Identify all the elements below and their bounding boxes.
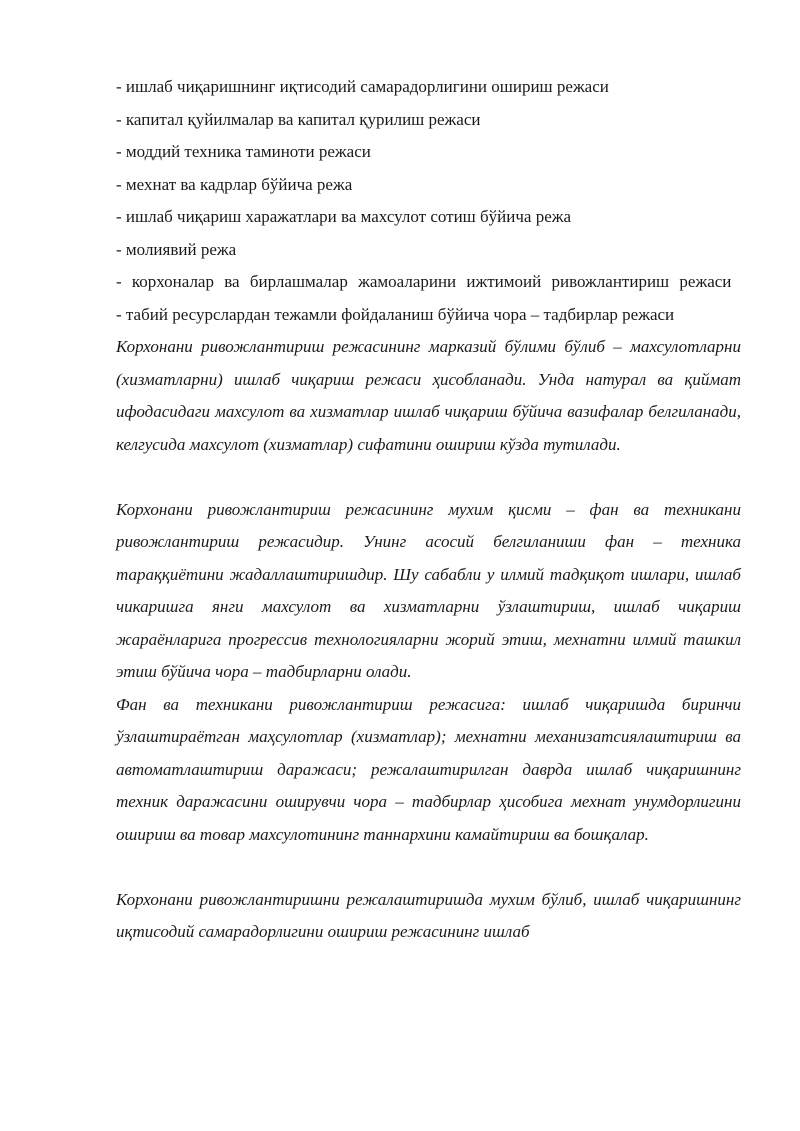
blank-line (116, 851, 741, 884)
list-item: - моддий техника таминоти режаси (116, 142, 371, 161)
list-item: - ишлаб чиқаришнинг иқтисодий самарадорлигини ошириш режаси (116, 77, 609, 96)
list-item: - ишлаб чиқариш харажатлари ва махсулот сотиш бўйича режа (116, 207, 572, 226)
paragraph: Корхонани ривожлантириш режасининг мухим қисми – фан ва техникани ривожлантириш режасидир. Унинг асосий белгиланиши фан – техника тараққиётини жадаллаштиришдир. Шу сабабли у илмий тадқиқот ишлари, ишлаб чикаришга янги махсулот ва хизматларни ўзлаштириш, ишлаб чиқариш жараёнларига прогрессив технологияларни жорий этиш, мехнатни илмий ташкил этиш бўйича чора – тадбирларни олади. (116, 499, 741, 681)
list-item: - капитал қуйилмалар ва капитал қурилиш режаси (116, 109, 481, 129)
paragraph: Корхонани ривожлантириш режасининг марказий бўлими бўлиб – махсулотларни (хизматларни) ишлаб чиқариш режаси ҳисобланади. Унда натурал ва қиймат ифодасидаги махсулот ва хизматлар ишлаб чиқариш бўйича вазифалар белгиланади, келгусида махсулот (хизматлар) сифатини ошириш кўзда тутилади. (116, 337, 741, 454)
list-item: - молиявий режа (116, 239, 237, 259)
blank-line (116, 461, 741, 494)
document-body (116, 71, 741, 949)
paragraph: Корхонани ривожлантиришни режалаштиришда мухим бўлиб, ишлаб чиқаришнинг иқтисодий самарадорлигини ошириш режасининг ишлаб (116, 889, 741, 941)
list-item: - мехнат ва кадрлар бўйича режа (116, 174, 353, 194)
list-item: - корхоналар ва бирлашмалар жамоаларини ижтимоий ривожлантириш режаси (116, 272, 732, 291)
paragraph: Фан ва техникани ривожлантириш режасига: ишлаб чиқаришда биринчи ўзлаштираётган маҳсулотлар (хизматлар); мехнатни механизатсиялаштириш ва автоматлаштириш даражаси; режалаштирилган даврда ишлаб чиқаришнинг техник даражасини оширувчи чора – тадбирлар ҳисобига мехнат унумдорлигини ошириш ва товар махсулотининг таннархини камайтириш ва бошқалар. (116, 694, 741, 844)
list-item: - табий ресурслардан тежамли фойдаланиш бўйича чора – тадбирлар режаси (116, 304, 675, 324)
